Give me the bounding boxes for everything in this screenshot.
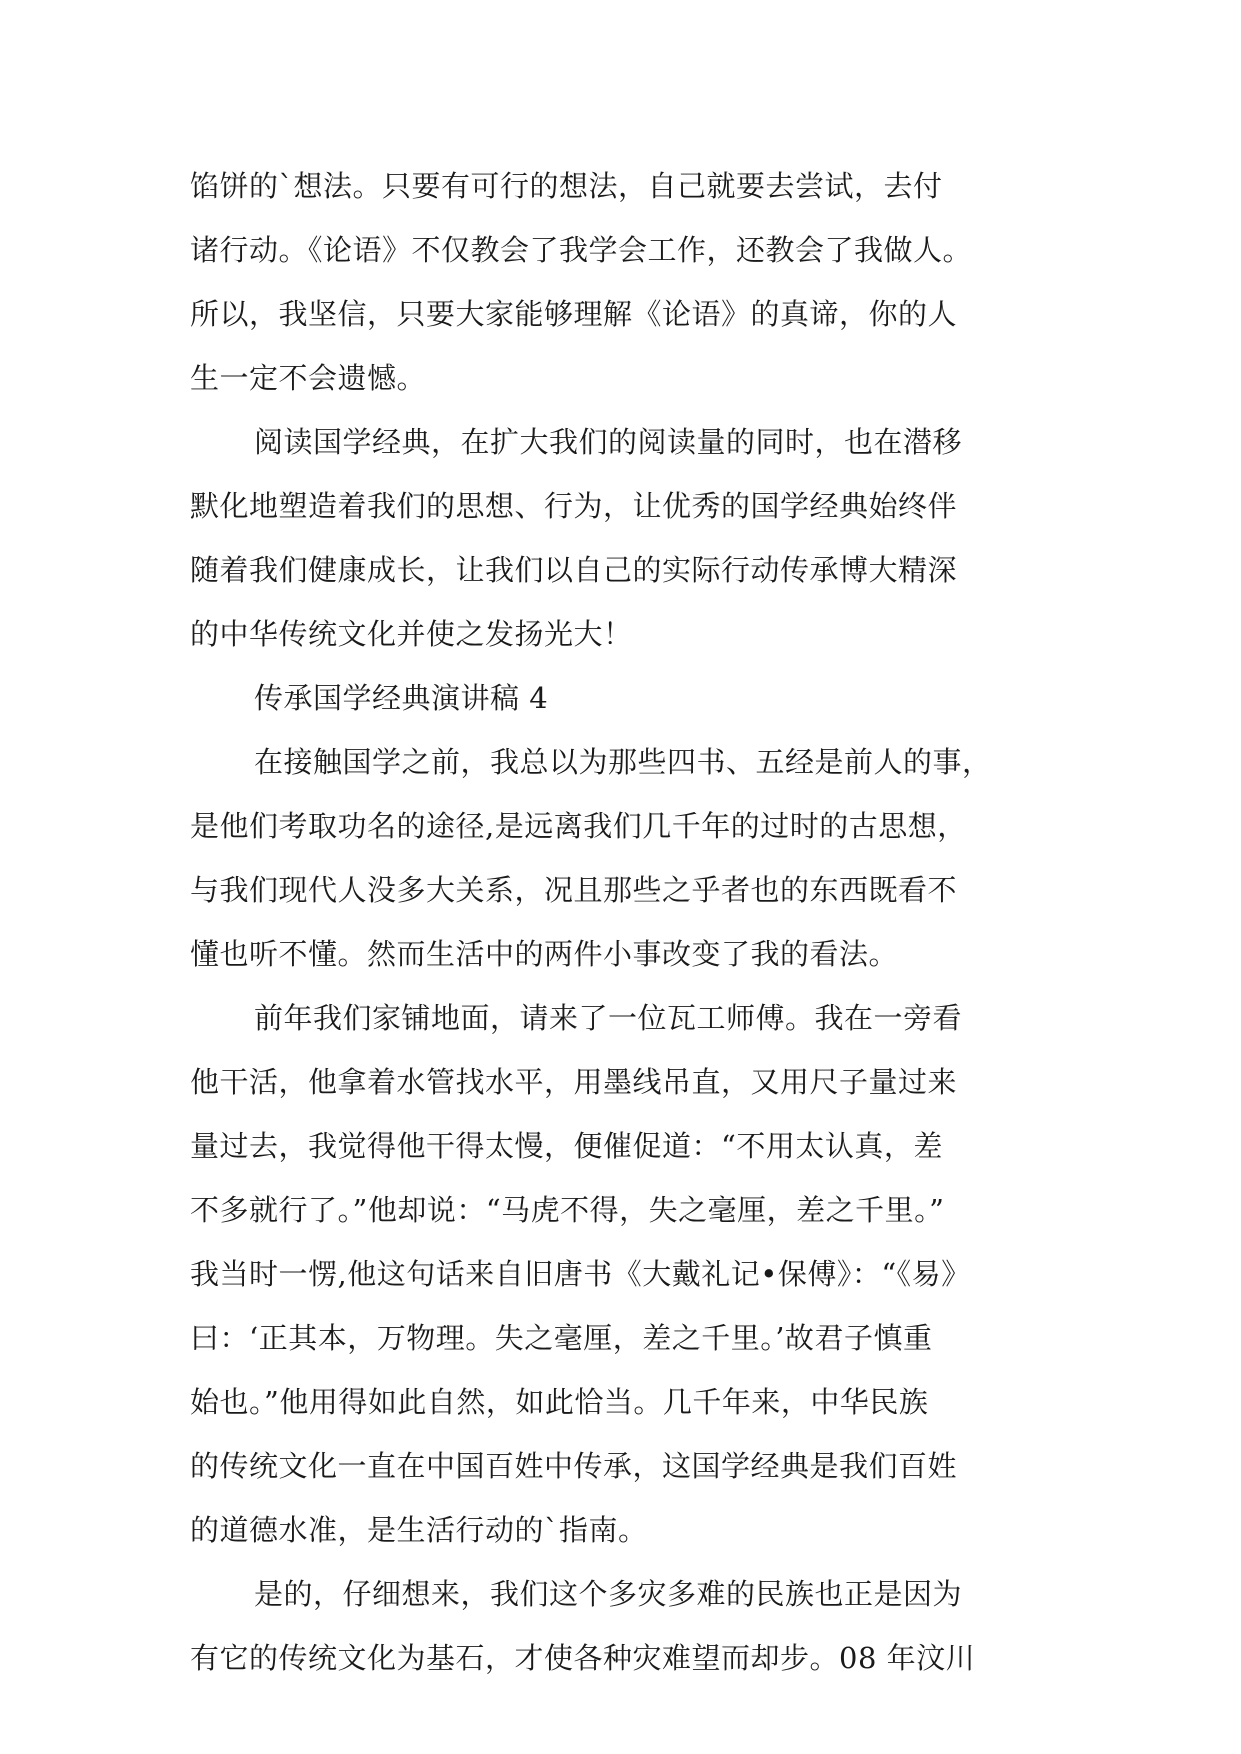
text-line: 随着我们健康成长，让我们以自己的实际行动传承博大精深	[190, 553, 958, 587]
text-line: 始也。”他用得如此自然，如此恰当。几千年来，中华民族	[190, 1385, 929, 1419]
text-line: 所以，我坚信，只要大家能够理解《论语》的真谛，你的人	[190, 297, 958, 331]
text-line: 懂也听不懂。然而生活中的两件小事改变了我的看法。	[190, 937, 899, 971]
text-line: 生一定不会遗憾。	[190, 361, 427, 395]
text-line: 曰：‘正其本，万物理。失之毫厘，差之千里。’故君子慎重	[190, 1321, 933, 1355]
text-line: 默化地塑造着我们的思想、行为，让优秀的国学经典始终伴	[190, 489, 958, 523]
text-line: 有它的传统文化为基石，才使各种灾难望而却步。08 年汶川	[190, 1641, 976, 1675]
text-line: 诸行动。《论语》不仅教会了我学会工作，还教会了我做人。	[190, 233, 973, 267]
text-line: 量过去，我觉得他干得太慢，便催促道：“不用太认真，差	[190, 1129, 943, 1163]
body-text	[190, 154, 1050, 1690]
text-line: 是他们考取功名的途径,是远离我们几千年的过时的古思想，	[190, 809, 967, 843]
text-line: 传承国学经典演讲稿 4	[254, 681, 549, 715]
text-line: 的中华传统文化并使之发扬光大！	[190, 617, 633, 651]
text-line: 与我们现代人没多大关系，况且那些之乎者也的东西既看不	[190, 873, 958, 907]
text-line: 是的，仔细想来，我们这个多灾多难的民族也正是因为	[254, 1577, 963, 1611]
text-line: 馅饼的`想法。只要有可行的想法，自己就要去尝试，去付	[190, 169, 943, 203]
text-line: 在接触国学之前，我总以为那些四书、五经是前人的事，	[254, 745, 992, 779]
text-line: 的传统文化一直在中国百姓中传承，这国学经典是我们百姓	[190, 1449, 958, 1483]
text-line: 前年我们家铺地面，请来了一位瓦工师傅。我在一旁看	[254, 1001, 963, 1035]
text-line: 阅读国学经典，在扩大我们的阅读量的同时，也在潜移	[254, 425, 963, 459]
text-line: 他干活，他拿着水管找水平，用墨线吊直，又用尺子量过来	[190, 1065, 958, 1099]
text-line: 我当时一愣,他这句话来自旧唐书《大戴礼记•保傅》：“《易》	[190, 1257, 971, 1291]
text-line: 不多就行了。”他却说：“马虎不得，失之毫厘，差之千里。”	[190, 1193, 945, 1227]
text-line: 的道德水准，是生活行动的`指南。	[190, 1513, 648, 1547]
